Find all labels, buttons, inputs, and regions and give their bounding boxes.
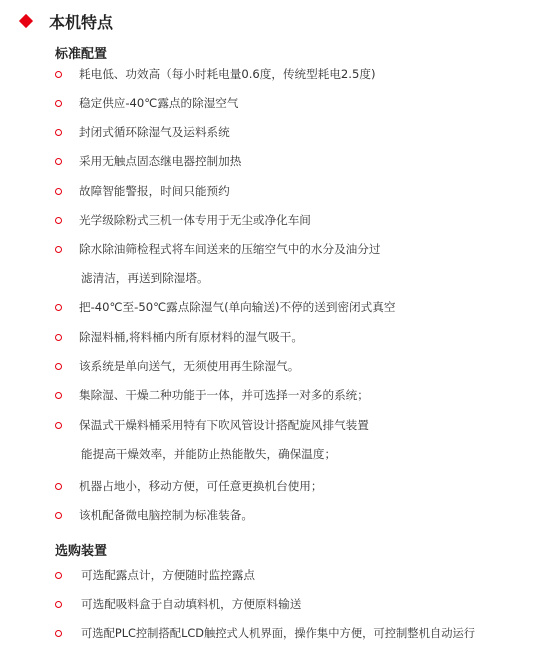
list-item (55, 182, 230, 200)
diamond-icon (19, 14, 33, 28)
section-header (19, 10, 113, 32)
list-item-text: 可选配吸料盒于自动填料机，方便原料输送 (81, 597, 302, 611)
list-item (55, 211, 311, 229)
list-item (55, 328, 303, 346)
circle-bullet-icon (55, 217, 62, 224)
circle-bullet-icon (55, 71, 62, 78)
circle-bullet-icon (55, 158, 62, 165)
list-item-text: 该机配备微电脑控制为标准装备。 (79, 508, 253, 522)
page-title: 本机特点 (49, 12, 114, 32)
list-item-text: 可选配露点计，方便随时监控露点 (81, 568, 255, 582)
list-item-text: 除湿料桶,将料桶内所有原材料的湿气吸干。 (79, 330, 303, 344)
list-item (55, 240, 380, 258)
list-item-text: 机器占地小，移动方便，可任意更换机台使用； (79, 479, 323, 493)
list-item-text: 可选配PLC控制搭配LCD触控式人机界面，操作集中方便，可控制整机自动运行 (81, 627, 476, 640)
circle-bullet-icon (55, 422, 62, 429)
list-item (55, 477, 322, 495)
circle-bullet-icon (55, 129, 62, 136)
list-item (55, 357, 299, 375)
list-item (55, 94, 239, 112)
circle-bullet-icon (55, 392, 62, 399)
list-item (55, 152, 241, 170)
list-item (55, 624, 475, 642)
list-item-text: 稳定供应-40℃露点的除湿空气 (79, 96, 239, 110)
list-item (55, 566, 255, 584)
list-item (55, 65, 375, 83)
list-item-continuation (81, 445, 336, 463)
circle-bullet-icon (55, 246, 62, 253)
list-item (55, 123, 230, 141)
circle-bullet-icon (55, 100, 62, 107)
circle-bullet-icon (55, 188, 62, 195)
list-item-text: 封闭式循环除湿气及运料系统 (79, 125, 230, 139)
circle-bullet-icon (55, 512, 62, 519)
circle-bullet-icon (55, 483, 62, 490)
circle-bullet-icon (55, 630, 62, 637)
circle-bullet-icon (55, 572, 62, 579)
list-item-text: 耗电低、功效高（每小时耗电量0.6度，传统型耗电2.5度) (79, 67, 376, 81)
list-item-text: 保温式干燥料桶采用特有下吹风管设计搭配旋风排气装置 (79, 418, 369, 432)
list-item (55, 506, 253, 524)
circle-bullet-icon (55, 334, 62, 341)
list-item (55, 595, 301, 613)
circle-bullet-icon (55, 601, 62, 608)
list-item-text: 把-40℃至-50℃露点除湿气(单向输送)不停的送到密闭式真空 (79, 300, 396, 314)
list-item-text: 故障智能警报，时间只能预约 (79, 184, 230, 198)
optional-config-title: 选购装置 (55, 544, 108, 559)
standard-config-title: 标准配置 (55, 47, 108, 62)
list-item (55, 386, 369, 404)
list-item-text: 该系统是单向送气，无须使用再生除湿气。 (79, 359, 300, 373)
list-item-continuation (81, 269, 209, 287)
list-item-text: 除水除油筛检程式将车间送来的压缩空气中的水分及油分过 (79, 242, 381, 256)
list-item-text: 能提高干燥效率，并能防止热能散失，确保温度； (81, 447, 337, 461)
list-item (55, 416, 369, 434)
list-item-text: 光学级除粉式三机一体专用于无尘或净化车间 (79, 213, 311, 227)
circle-bullet-icon (55, 304, 62, 311)
list-item (55, 298, 395, 316)
list-item-text: 滤清洁，再送到除湿塔。 (81, 271, 209, 285)
list-item-text: 采用无触点固态继电器控制加热 (79, 154, 242, 168)
list-item-text: 集除湿、干燥二种功能于一体，并可选择一对多的系统； (79, 388, 369, 402)
circle-bullet-icon (55, 363, 62, 370)
